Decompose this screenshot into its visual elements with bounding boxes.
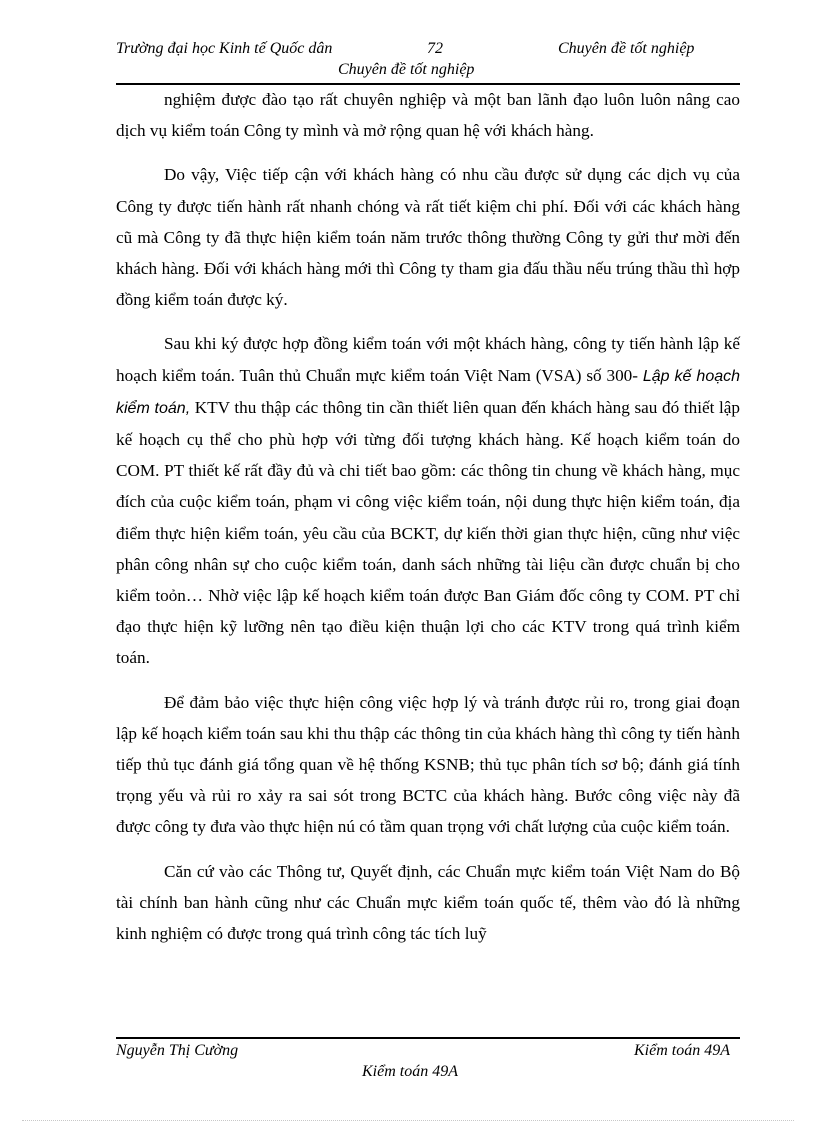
paragraph-5: Căn cứ vào các Thông tư, Quyết định, các Chuẩn mực kiểm toán Việt Nam do Bộ tài chính ban hành cũng như các Chuẩn mực kiểm toán quốc tế, thêm vào đó là những kinh nghiệm có được trong quá trình công tác tích luỹ: [116, 861, 740, 944]
page-header: [116, 40, 740, 86]
paragraph-3-text-b: KTV thu thập các thông tin cần thiết liên quan đến khách hàng sau đó thiết lập kế hoạch cụ thể cho phù hợp với từng đối tượng khách hàng. Kế hoạch kiểm toán do COM. PT thiết kế rất đầy đủ và chi tiết bao gồm: các thông tin chung về khách hàng, mục đích của cuộc kiểm toán, phạm vi công việc kiểm toán, nội dung thực hiện kiểm toán, địa điểm thực hiện kiểm toán, yêu cầu của BCKT, dự kiến thời gian thực hiện, cũng như việc phân công nhân sự cho cuộc kiểm toán, danh sách những tài liệu cần được chuẩn bị cho kiểm toỏn… Nhờ việc lập kế hoạch kiểm toán được Ban Giám đốc công ty COM. PT chỉ đạo thực hiện kỹ lưỡng nên tạo điều kiện thuận lợi cho các KTV trong quá trình kiểm toán.: [116, 397, 740, 668]
header-thesis-label: Chuyên đề tốt nghiệp: [558, 40, 695, 57]
paragraph-1: nghiệm được đào tạo rất chuyên nghiệp và một ban lãnh đạo luôn luôn nâng cao dịch vụ kiểm toán Công ty mình và mở rộng quan hệ với khách hàng.: [116, 90, 740, 141]
paragraph-3: [116, 328, 740, 673]
paragraph-2: Do vậy, Việc tiếp cận với khách hàng có nhu cầu được sử dụng các dịch vụ của Công ty được tiến hành rất nhanh chóng và rất tiết kiệm chi phí. Đối với các khách hàng cũ mà Công ty đã thực hiện kiểm toán năm trước thông thường Công ty gửi thư mời đến khách hàng. Đối với khách hàng mới thì Công ty tham gia đấu thầu nếu trúng thầu thì hợp đồng kiểm toán được ký.: [116, 165, 740, 310]
header-page-number: 72: [427, 40, 443, 57]
footer-class-label: Kiểm toán 49A: [634, 1042, 730, 1059]
paragraph-4: Để đảm bảo việc thực hiện công việc hợp lý và tránh được rủi ro, trong giai đoạn lập kế hoạch kiểm toán sau khi thu thập các thông tin của khách hàng thì công ty tiến hành tiếp thủ tục đánh giá tổng quan về hệ thống KSNB; thủ tục phân tích sơ bộ; đánh giá tính trọng yếu và rủi ro xảy ra sai sót trong BCTC của khách hàng. Bước công việc này đã được công ty đưa vào thực hiện nú có tầm quan trọng với chất lượng của cuộc kiểm toán.: [116, 692, 740, 837]
header-sub-label: Chuyên đề tốt nghiệp: [338, 61, 475, 78]
header-school-name: Trường đại học Kinh tế Quốc dân: [116, 40, 333, 57]
standard-title-reference: Lập kế hoạch kiểm toán,: [116, 367, 741, 417]
page-bottom-edge: [22, 1120, 794, 1121]
page-footer: [116, 1042, 740, 1088]
footer-author: Nguyễn Thị Cường: [116, 1042, 239, 1059]
footer-divider: [116, 1037, 740, 1039]
footer-sub-label: Kiểm toán 49A: [362, 1063, 458, 1080]
page-body: [116, 84, 740, 962]
paragraph-3-text-a: Sau khi ký được hợp đồng kiểm toán với một khách hàng, công ty tiến hành lập kế hoạch kiểm toán. Tuân thủ Chuẩn mực kiểm toán Việt Nam (VSA) số 300-: [116, 334, 740, 385]
